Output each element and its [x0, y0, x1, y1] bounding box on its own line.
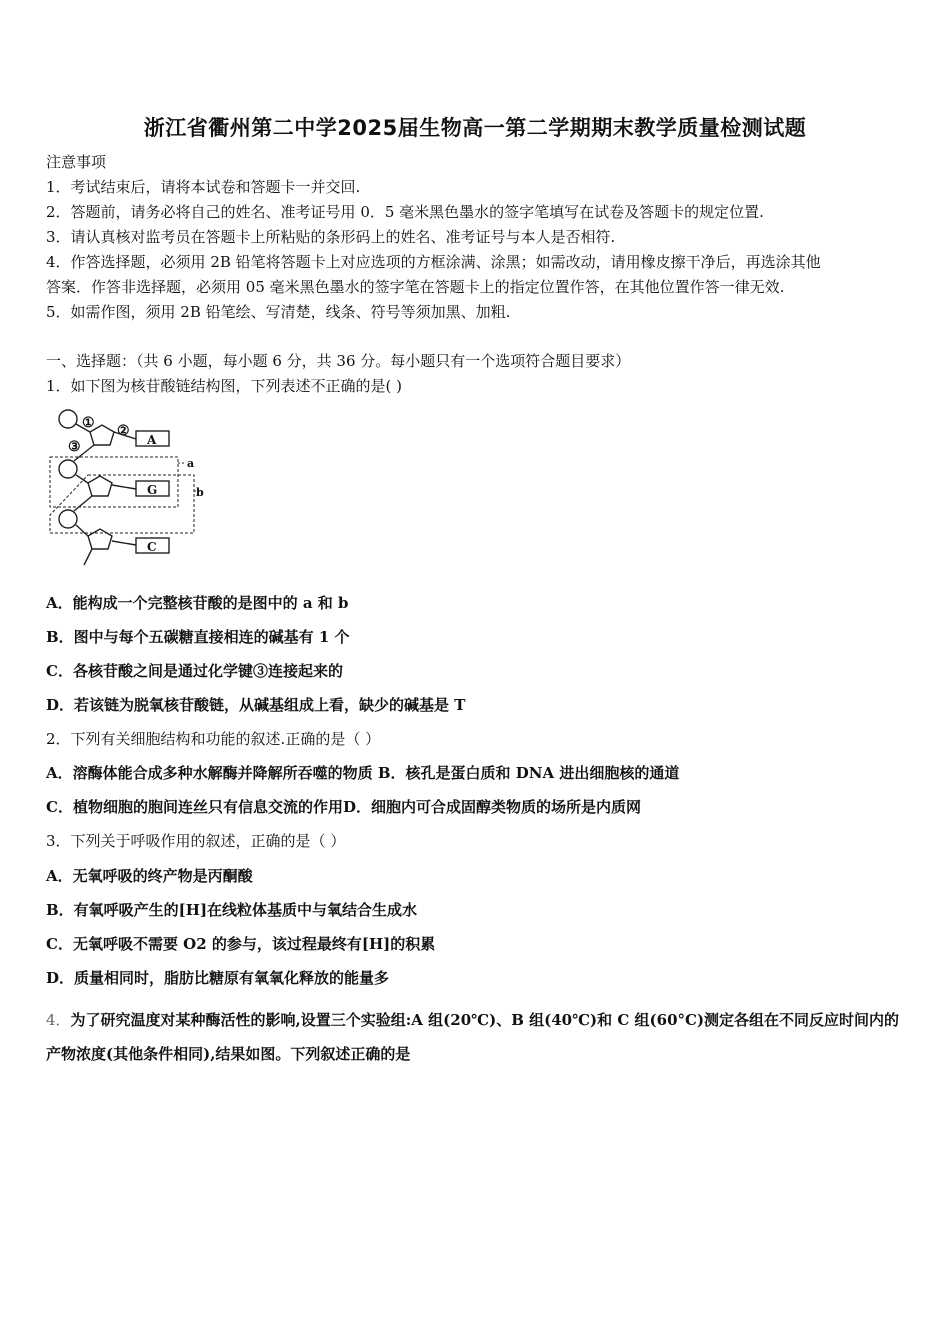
- q3-option-a: A．无氧呼吸的终产物是丙酮酸: [46, 867, 253, 885]
- phosphate-circle: [59, 510, 77, 528]
- q3-option-d: D．质量相同时，脂肪比糖原有氧氧化释放的能量多: [46, 969, 390, 987]
- q1-option-a: A．能构成一个完整核苷酸的是图中的 a 和 b: [46, 594, 349, 612]
- q1-option-c: C．各核苷酸之间是通过化学键③连接起来的: [46, 662, 343, 680]
- q4-stem: 为了研究温度对某种酶活性的影响,设置三个实验组:A 组(20℃)、B 组(40℃)和 C 组(60°C)测定各组在不同反应时间内的产物浓度(其他条件相同),结果如图。下列叙述正确的是: [46, 1011, 900, 1063]
- notice-item-2: 2．答题前，请务必将自己的姓名、准考证号用 0．5 毫米黑色墨水的签字笔填写在试卷及答题卡的规定位置.: [46, 203, 764, 221]
- label-b: b: [196, 486, 204, 499]
- base-A: A: [147, 433, 157, 447]
- notice-heading: 注意事项: [46, 153, 107, 171]
- q1-option-b: B．图中与每个五碳糖直接相连的碱基有 1 个: [46, 628, 350, 646]
- base-G: G: [147, 483, 158, 497]
- label-2: ②: [117, 423, 130, 439]
- page-title: 浙江省衢州第二中学2025届生物高一第二学期期末教学质量检测试题: [143, 116, 807, 140]
- q3-stem: 3．下列关于呼吸作用的叙述，正确的是（ ）: [46, 832, 346, 850]
- q4-stem-block: [46, 1003, 908, 1071]
- q4-number: 4．: [46, 1011, 71, 1029]
- label-a: a: [187, 457, 195, 470]
- base-C: C: [147, 540, 157, 554]
- notice-item-4-cont: 答案．作答非选择题，必须用 05 毫米黑色墨水的签字笔在答题卡上的指定位置作答，在其他位置作答一律无效.: [46, 278, 785, 296]
- label-3: ③: [68, 439, 81, 455]
- q1-stem: 1．如下图为核苷酸链结构图，下列表述不正确的是( ): [46, 377, 403, 395]
- notice-item-3: 3．请认真核对监考员在答题卡上所粘贴的条形码上的姓名、准考证号与本人是否相符.: [46, 228, 616, 246]
- section-heading: 一、选择题：（共 6 小题，每小题 6 分，共 36 分。每小题只有一个选项符合题目要求）: [46, 352, 631, 370]
- notice-item-4: 4．作答选择题，必须用 2B 铅笔将答题卡上对应选项的方框涂满、涂黑；如需改动，请用橡皮擦干净后，再选涂其他: [46, 253, 821, 271]
- nucleotide-chain-diagram: [44, 405, 224, 575]
- sugar-pentagon: [88, 529, 112, 549]
- q2-options-cd: C．植物细胞的胞间连丝只有信息交流的作用D．细胞内可合成固醇类物质的场所是内质网: [46, 798, 641, 816]
- phosphate-circle: [59, 410, 77, 428]
- q3-option-b: B．有氧呼吸产生的[H]在线粒体基质中与氧结合生成水: [46, 901, 418, 919]
- phosphate-circle: [59, 460, 77, 478]
- q1-option-d: D．若该链为脱氧核苷酸链，从碱基组成上看，缺少的碱基是 T: [46, 696, 466, 714]
- sugar-pentagon: [88, 476, 112, 496]
- q3-option-c: C．无氧呼吸不需要 O2 的参与，该过程最终有[H]的积累: [46, 935, 436, 953]
- selection-a: [50, 457, 178, 507]
- selection-b: [50, 475, 194, 533]
- notice-item-5: 5．如需作图，须用 2B 铅笔绘、写清楚，线条、符号等须加黑、加粗.: [46, 303, 511, 321]
- q2-options-ab: A．溶酶体能合成多种水解酶并降解所吞噬的物质 B．核孔是蛋白质和 DNA 进出细胞核的通道: [46, 764, 680, 782]
- label-1: ①: [82, 415, 95, 431]
- q2-stem: 2．下列有关细胞结构和功能的叙述.正确的是（ ）: [46, 730, 381, 748]
- notice-item-1: 1．考试结束后，请将本试卷和答题卡一并交回.: [46, 178, 361, 196]
